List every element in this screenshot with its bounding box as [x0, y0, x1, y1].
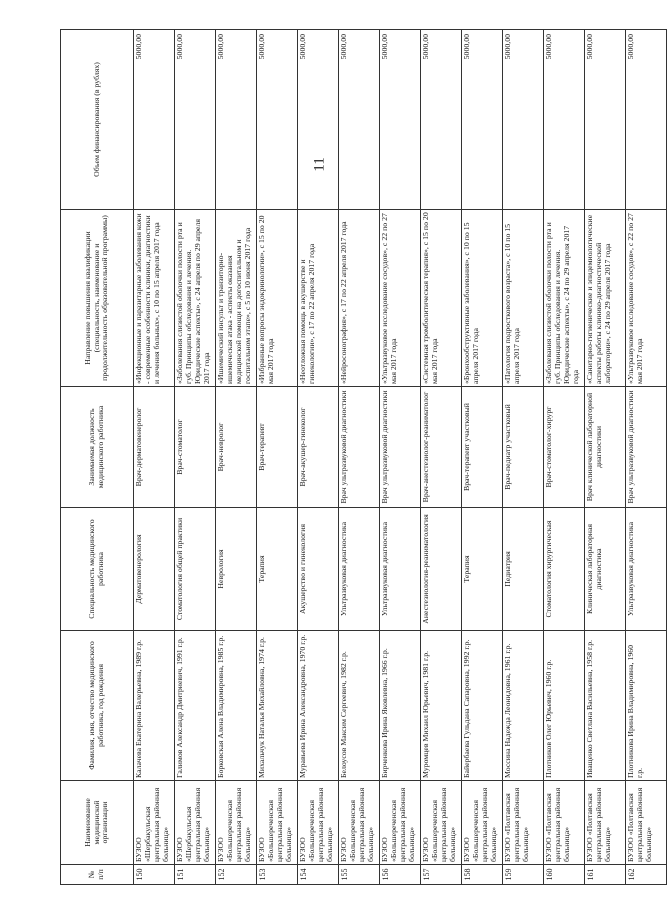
row-position: Врач-акушер-гинеколог — [298, 387, 339, 508]
row-full-name: Плотникова Ирина Владимировна, 1960 г.р. — [626, 631, 667, 781]
row-training-direction: «Инфекционные и паразитарные заболевания кожи - современные особенности клиники, диагностики и лечения больных», с 10 по 15 апреля 2017 года — [134, 210, 175, 387]
row-specialty: Ультразвуковая диагностика — [626, 508, 667, 631]
row-training-direction: «Избранные вопросы эндокринологии», с 15 по 20 мая 2017 года — [257, 210, 298, 387]
row-position: Врач-стоматолог-хирург — [544, 387, 585, 508]
row-organization: БУЗОО «Полтавская центральная районная больница» — [544, 781, 585, 865]
table-row — [257, 30, 298, 885]
row-funding-amount: 5000,00 — [380, 30, 421, 210]
table-row — [421, 30, 462, 885]
table-row — [339, 30, 380, 885]
row-position: Врач-стоматолог — [175, 387, 216, 508]
header-training-direction: Направление повышения квалификации (специальность, наименование и продолжительность образовательной программы) — [61, 210, 134, 387]
row-number: 161 — [585, 865, 626, 885]
row-specialty: Неврология — [216, 508, 257, 631]
row-position: Врач ультразвуковой диагностики — [339, 387, 380, 508]
row-full-name: Белоусов Максим Сергеевич, 1982 г.р. — [339, 631, 380, 781]
row-funding-amount: 5000,00 — [421, 30, 462, 210]
row-training-direction: «Ультразвуковое исследование сосудов», с 22 по 27 мая 2017 года — [626, 210, 667, 387]
row-funding-amount: 5000,00 — [298, 30, 339, 210]
row-training-direction: «Заболевания слизистой оболочки полости рта и губ. Принципы обследования и лечения. Юридические аспекты», с 24 апреля по 29 апреля 2017 года — [175, 210, 216, 387]
row-funding-amount: 5000,00 — [503, 30, 544, 210]
row-funding-amount: 5000,00 — [626, 30, 667, 210]
row-number: 151 — [175, 865, 216, 885]
table-row — [544, 30, 585, 885]
table-row — [626, 30, 667, 885]
row-funding-amount: 5000,00 — [257, 30, 298, 210]
row-training-direction: «Заболевания слизистой оболочки полости рта и губ. Принципы обследования и лечения. Юридические аспекты», с 24 по 29 апреля 2017 года — [544, 210, 585, 387]
row-training-direction: «Ультразвуковое исследование сосудов», с 22 по 27 мая 2017 года — [380, 210, 421, 387]
row-full-name: Бирченкова Ирина Яковлевна, 1966 г.р. — [380, 631, 421, 781]
training-funding-table — [60, 29, 667, 885]
row-organization: БУЗОО «Шербакульская центральная районная больница» — [134, 781, 175, 865]
row-specialty: Педиатрия — [503, 508, 544, 631]
row-position: Врач-терапевт — [257, 387, 298, 508]
row-full-name: Борковская Алена Владимировна, 1985 г.р. — [216, 631, 257, 781]
row-training-direction: «Неотложная помощь в акушерстве и гинекологии», с 17 по 22 апреля 2017 года — [298, 210, 339, 387]
row-organization: БУЗОО «Шербакульская центральная районная больница» — [175, 781, 216, 865]
row-funding-amount: 5000,00 — [462, 30, 503, 210]
row-number: 153 — [257, 865, 298, 885]
table-row — [462, 30, 503, 885]
table-row — [298, 30, 339, 885]
row-position: Врач-невролог — [216, 387, 257, 508]
row-organization: БУЗОО «Большереченская центральная районная больница» — [216, 781, 257, 865]
row-number: 156 — [380, 865, 421, 885]
row-number: 158 — [462, 865, 503, 885]
row-number: 150 — [134, 865, 175, 885]
row-funding-amount: 5000,00 — [175, 30, 216, 210]
document-table-rotated — [60, 30, 653, 885]
row-specialty: Ультразвуковая диагностика — [339, 508, 380, 631]
page-number: 11 — [311, 157, 328, 172]
row-training-direction: «Нейросонография», с 17 по 22 апреля 2017 года — [339, 210, 380, 387]
row-position: Врач-педиатр участковый — [503, 387, 544, 508]
table-row — [175, 30, 216, 885]
row-full-name: Михальчук Наталья Михайловна, 1974 г.р. — [257, 631, 298, 781]
row-training-direction: «Бронхообструктивные заболевания», с 10 по 15 апреля 2017 года — [462, 210, 503, 387]
row-full-name: Калачева Екатерина Валерьевна, 1989 г.р. — [134, 631, 175, 781]
row-full-name: Байербаева Гульдана Сапаровна, 1992 г.р. — [462, 631, 503, 781]
row-specialty: Стоматология хирургическая — [544, 508, 585, 631]
row-funding-amount: 5000,00 — [544, 30, 585, 210]
table-row — [134, 30, 175, 885]
row-number: 160 — [544, 865, 585, 885]
row-funding-amount: 5000,00 — [339, 30, 380, 210]
header-specialty: Специальность медицинского работника — [61, 508, 134, 631]
table-row — [585, 30, 626, 885]
row-full-name: Муравьева Ирина Александровна, 1970 г.р. — [298, 631, 339, 781]
row-organization: БУЗОО «Большереченская центральная районная больница» — [462, 781, 503, 865]
row-number: 154 — [298, 865, 339, 885]
row-training-direction: «Ишемический инсульт и транзиторно-ишемическая атака - аспекты оказания медицинской помощи на догоспитальном и госпитальном этапе», с 5 по 10 июня 2017 года — [216, 210, 257, 387]
row-number: 155 — [339, 865, 380, 885]
header-funding-amount: Объем финансирования (в рублях) — [61, 30, 134, 210]
row-number: 157 — [421, 865, 462, 885]
row-organization: БУЗОО «Большереченская центральная районная больница» — [380, 781, 421, 865]
row-number: 162 — [626, 865, 667, 885]
row-full-name: Плотников Олег Юрьевич, 1960 г.р. — [544, 631, 585, 781]
row-full-name: Муромцев Михаил Юрьевич, 1981 г.р. — [421, 631, 462, 781]
row-organization: БУЗОО «Полтавская центральная районная больница» — [585, 781, 626, 865]
row-full-name: Галимов Александр Дмитриевич, 1991 г.р. — [175, 631, 216, 781]
table-row — [216, 30, 257, 885]
row-organization: БУЗОО «Большереченская центральная районная больница» — [421, 781, 462, 865]
row-specialty: Терапия — [462, 508, 503, 631]
row-organization: БУЗОО «Большереченская центральная районная больница» — [257, 781, 298, 865]
header-position: Занимаемая должность медицинского работника — [61, 387, 134, 508]
row-funding-amount: 5000,00 — [216, 30, 257, 210]
row-position: Врач ультразвуковой диагностики — [380, 387, 421, 508]
row-organization: БУЗОО «Большереченская центральная районная больница» — [298, 781, 339, 865]
table-header-row — [61, 30, 134, 885]
row-funding-amount: 5000,00 — [134, 30, 175, 210]
row-organization: БУЗОО «Полтавская центральная районная больница» — [626, 781, 667, 865]
row-full-name: Моссина Надежда Леонидовна, 1961 г.р. — [503, 631, 544, 781]
header-number: № п/п — [61, 865, 134, 885]
row-specialty: Стоматология общей практики — [175, 508, 216, 631]
row-specialty: Анестезиология-реаниматология — [421, 508, 462, 631]
row-funding-amount: 5000,00 — [585, 30, 626, 210]
row-position: Врач ультразвуковой диагностики — [626, 387, 667, 508]
row-organization: БУЗОО «Большереченская центральная районная больница» — [339, 781, 380, 865]
row-full-name: Иващенко Светлана Васильевна, 1958 г.р. — [585, 631, 626, 781]
row-specialty: Акушерство и гинекология — [298, 508, 339, 631]
row-training-direction: «Патология подросткового возраста», с 10 по 15 апреля 2017 года — [503, 210, 544, 387]
row-number: 159 — [503, 865, 544, 885]
row-number: 152 — [216, 865, 257, 885]
row-position: Врач клинической лабораторной диагностики — [585, 387, 626, 508]
row-organization: БУЗОО «Полтавская центральная районная больница» — [503, 781, 544, 865]
row-training-direction: «Санитарно-гигиенические и эпидемиологические аспекты работы клинико-диагностической лаборатории», с 24 по 29 апреля 2017 года — [585, 210, 626, 387]
row-position: Врач-терапевт участковый — [462, 387, 503, 508]
row-specialty: Клиническая лабораторная диагностика — [585, 508, 626, 631]
row-specialty: Терапия — [257, 508, 298, 631]
row-training-direction: «Системная тромболитическая терапия», с 15 по 20 мая 2017 года — [421, 210, 462, 387]
table-row — [380, 30, 421, 885]
row-specialty: Ультразвуковая диагностика — [380, 508, 421, 631]
row-specialty: Дерматовенерология — [134, 508, 175, 631]
header-full-name: Фамилия, имя, отчество медицинского работника, год рождения — [61, 631, 134, 781]
table-row — [503, 30, 544, 885]
row-position: Врач-дерматовенеролог — [134, 387, 175, 508]
row-position: Врач-анестезиолог-реаниматолог — [421, 387, 462, 508]
header-organization: Наименование медицинской организации — [61, 781, 134, 865]
